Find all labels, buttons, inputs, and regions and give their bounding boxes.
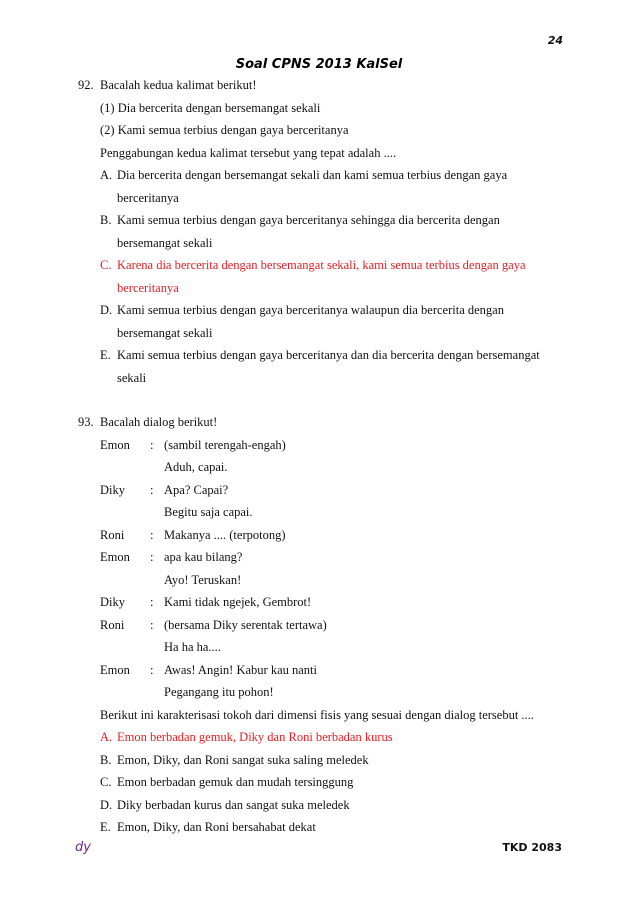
option-text: Emon, Diky, dan Roni sangat suka saling meledek <box>117 752 369 767</box>
dialog-speaker: Emon <box>100 550 130 564</box>
option-letter: B. <box>100 213 112 227</box>
question-prompt: Bacalah dialog berikut! <box>100 415 218 429</box>
option-text: Karena dia bercerita dengan bersemangat sekali, kami semua terbius dengan gaya <box>117 258 526 272</box>
dialog-colon: : <box>150 482 154 497</box>
dialog-line <box>78 479 564 502</box>
option-text: Emon, Diky, dan Roni bersahabat dekat <box>117 820 316 834</box>
dialog-speaker: Emon <box>100 437 130 452</box>
option-text: Diky berbadan kurus dan sangat suka meledek <box>117 797 350 812</box>
option-a <box>78 164 564 209</box>
dialog-speaker: Diky <box>100 595 125 609</box>
option-c-correct-answer <box>78 254 564 299</box>
option-text-continued: berceritanya <box>117 190 179 205</box>
option-text-continued: sekali <box>117 370 147 385</box>
dialog-text: Apa? Capai? <box>164 482 229 497</box>
option-d <box>78 794 564 817</box>
question-text: Berikut ini karakterisasi tokoh dari dimensi fisis yang sesuai dengan dialog tersebut .... <box>100 707 534 722</box>
option-a-correct-answer <box>78 726 564 749</box>
page-number: 24 <box>547 34 563 47</box>
page-header-title: Soal CPNS 2013 KalSel <box>235 57 403 72</box>
option-letter: A. <box>100 730 113 744</box>
option-d <box>78 299 564 344</box>
dialog-line <box>78 524 564 547</box>
dialog-text: (sambil terengah-engah) <box>164 437 286 452</box>
sentence-2: (2) Kami semua terbius dengan gaya berceritanya <box>100 123 349 137</box>
question-prompt: Bacalah kedua kalimat berikut! <box>100 78 257 92</box>
option-text: Kami semua terbius dengan gaya berceritanya dan dia bercerita dengan bersemangat <box>117 348 540 362</box>
option-text-continued: berceritanya <box>117 280 179 295</box>
option-text: Emon berbadan gemuk dan mudah tersinggung <box>117 775 354 789</box>
option-letter: B. <box>100 752 112 767</box>
dialog-colon: : <box>150 550 154 564</box>
dialog-colon: : <box>150 437 154 452</box>
dialog-text-continued: Aduh, capai. <box>164 460 228 474</box>
option-letter: C. <box>100 775 112 789</box>
option-letter: A. <box>100 168 113 182</box>
dialog-line <box>78 614 564 637</box>
dialog-text-continued: Ayo! Teruskan! <box>164 572 242 587</box>
dialog-line <box>78 591 564 614</box>
question-number: 92. <box>78 78 94 92</box>
question-93-prompt-row <box>78 411 564 434</box>
footer-code: TKD 2083 <box>502 841 562 854</box>
option-letter: E. <box>100 820 111 834</box>
option-text: Emon berbadan gemuk, Diky dan Roni berbadan kurus <box>117 730 393 744</box>
option-text: Kami semua terbius dengan gaya berceritanya sehingga dia bercerita dengan <box>117 213 500 227</box>
option-c <box>78 771 564 794</box>
dialog-speaker: Emon <box>100 662 130 677</box>
option-text: Kami semua terbius dengan gaya berceritanya walaupun dia bercerita dengan <box>117 303 504 317</box>
dialog-text-continued: Pegangang itu pohon! <box>164 685 274 699</box>
dialog-text-continued: Begitu saja capai. <box>164 505 253 519</box>
option-b <box>78 749 564 772</box>
question-number: 93. <box>78 415 94 429</box>
spacer <box>78 389 564 411</box>
option-letter: E. <box>100 348 111 362</box>
dialog-line <box>78 434 564 457</box>
option-letter: C. <box>100 258 112 272</box>
question-93 <box>78 411 564 839</box>
dialog-text: (bersama Diky serentak tertawa) <box>164 617 327 632</box>
dialog-text-continued: Ha ha ha.... <box>164 640 221 654</box>
dialog-colon: : <box>150 662 154 677</box>
dialog-line <box>78 546 564 569</box>
option-text: Dia bercerita dengan bersemangat sekali dan kami semua terbius dengan gaya <box>117 168 508 182</box>
dialog-text: Kami tidak ngejek, Gembrot! <box>164 595 312 609</box>
question-92 <box>78 74 564 389</box>
option-e <box>78 816 564 839</box>
sentence-1: (1) Dia bercerita dengan bersemangat sekali <box>100 100 321 115</box>
dialog-text: Makanya .... (terpotong) <box>164 527 286 542</box>
dialog-colon: : <box>150 595 154 609</box>
dialog-colon: : <box>150 527 154 542</box>
dialog-text: Awas! Angin! Kabur kau nanti <box>164 662 317 677</box>
dialog-colon: : <box>150 617 154 632</box>
question-92-prompt-row <box>78 74 564 97</box>
option-e <box>78 344 564 389</box>
option-text-continued: bersemangat sekali <box>117 235 213 250</box>
footer-author-mark: dy <box>75 840 91 855</box>
option-text-continued: bersemangat sekali <box>117 325 213 340</box>
document-body <box>78 74 564 839</box>
dialog-speaker: Roni <box>100 617 125 632</box>
dialog-speaker: Diky <box>100 482 125 497</box>
option-b <box>78 209 564 254</box>
dialog-line <box>78 659 564 682</box>
dialog-speaker: Roni <box>100 527 125 542</box>
dialog-text: apa kau bilang? <box>164 550 243 564</box>
option-letter: D. <box>100 797 113 812</box>
question-text: Penggabungan kedua kalimat tersebut yang tepat adalah .... <box>100 145 397 160</box>
option-letter: D. <box>100 303 113 317</box>
